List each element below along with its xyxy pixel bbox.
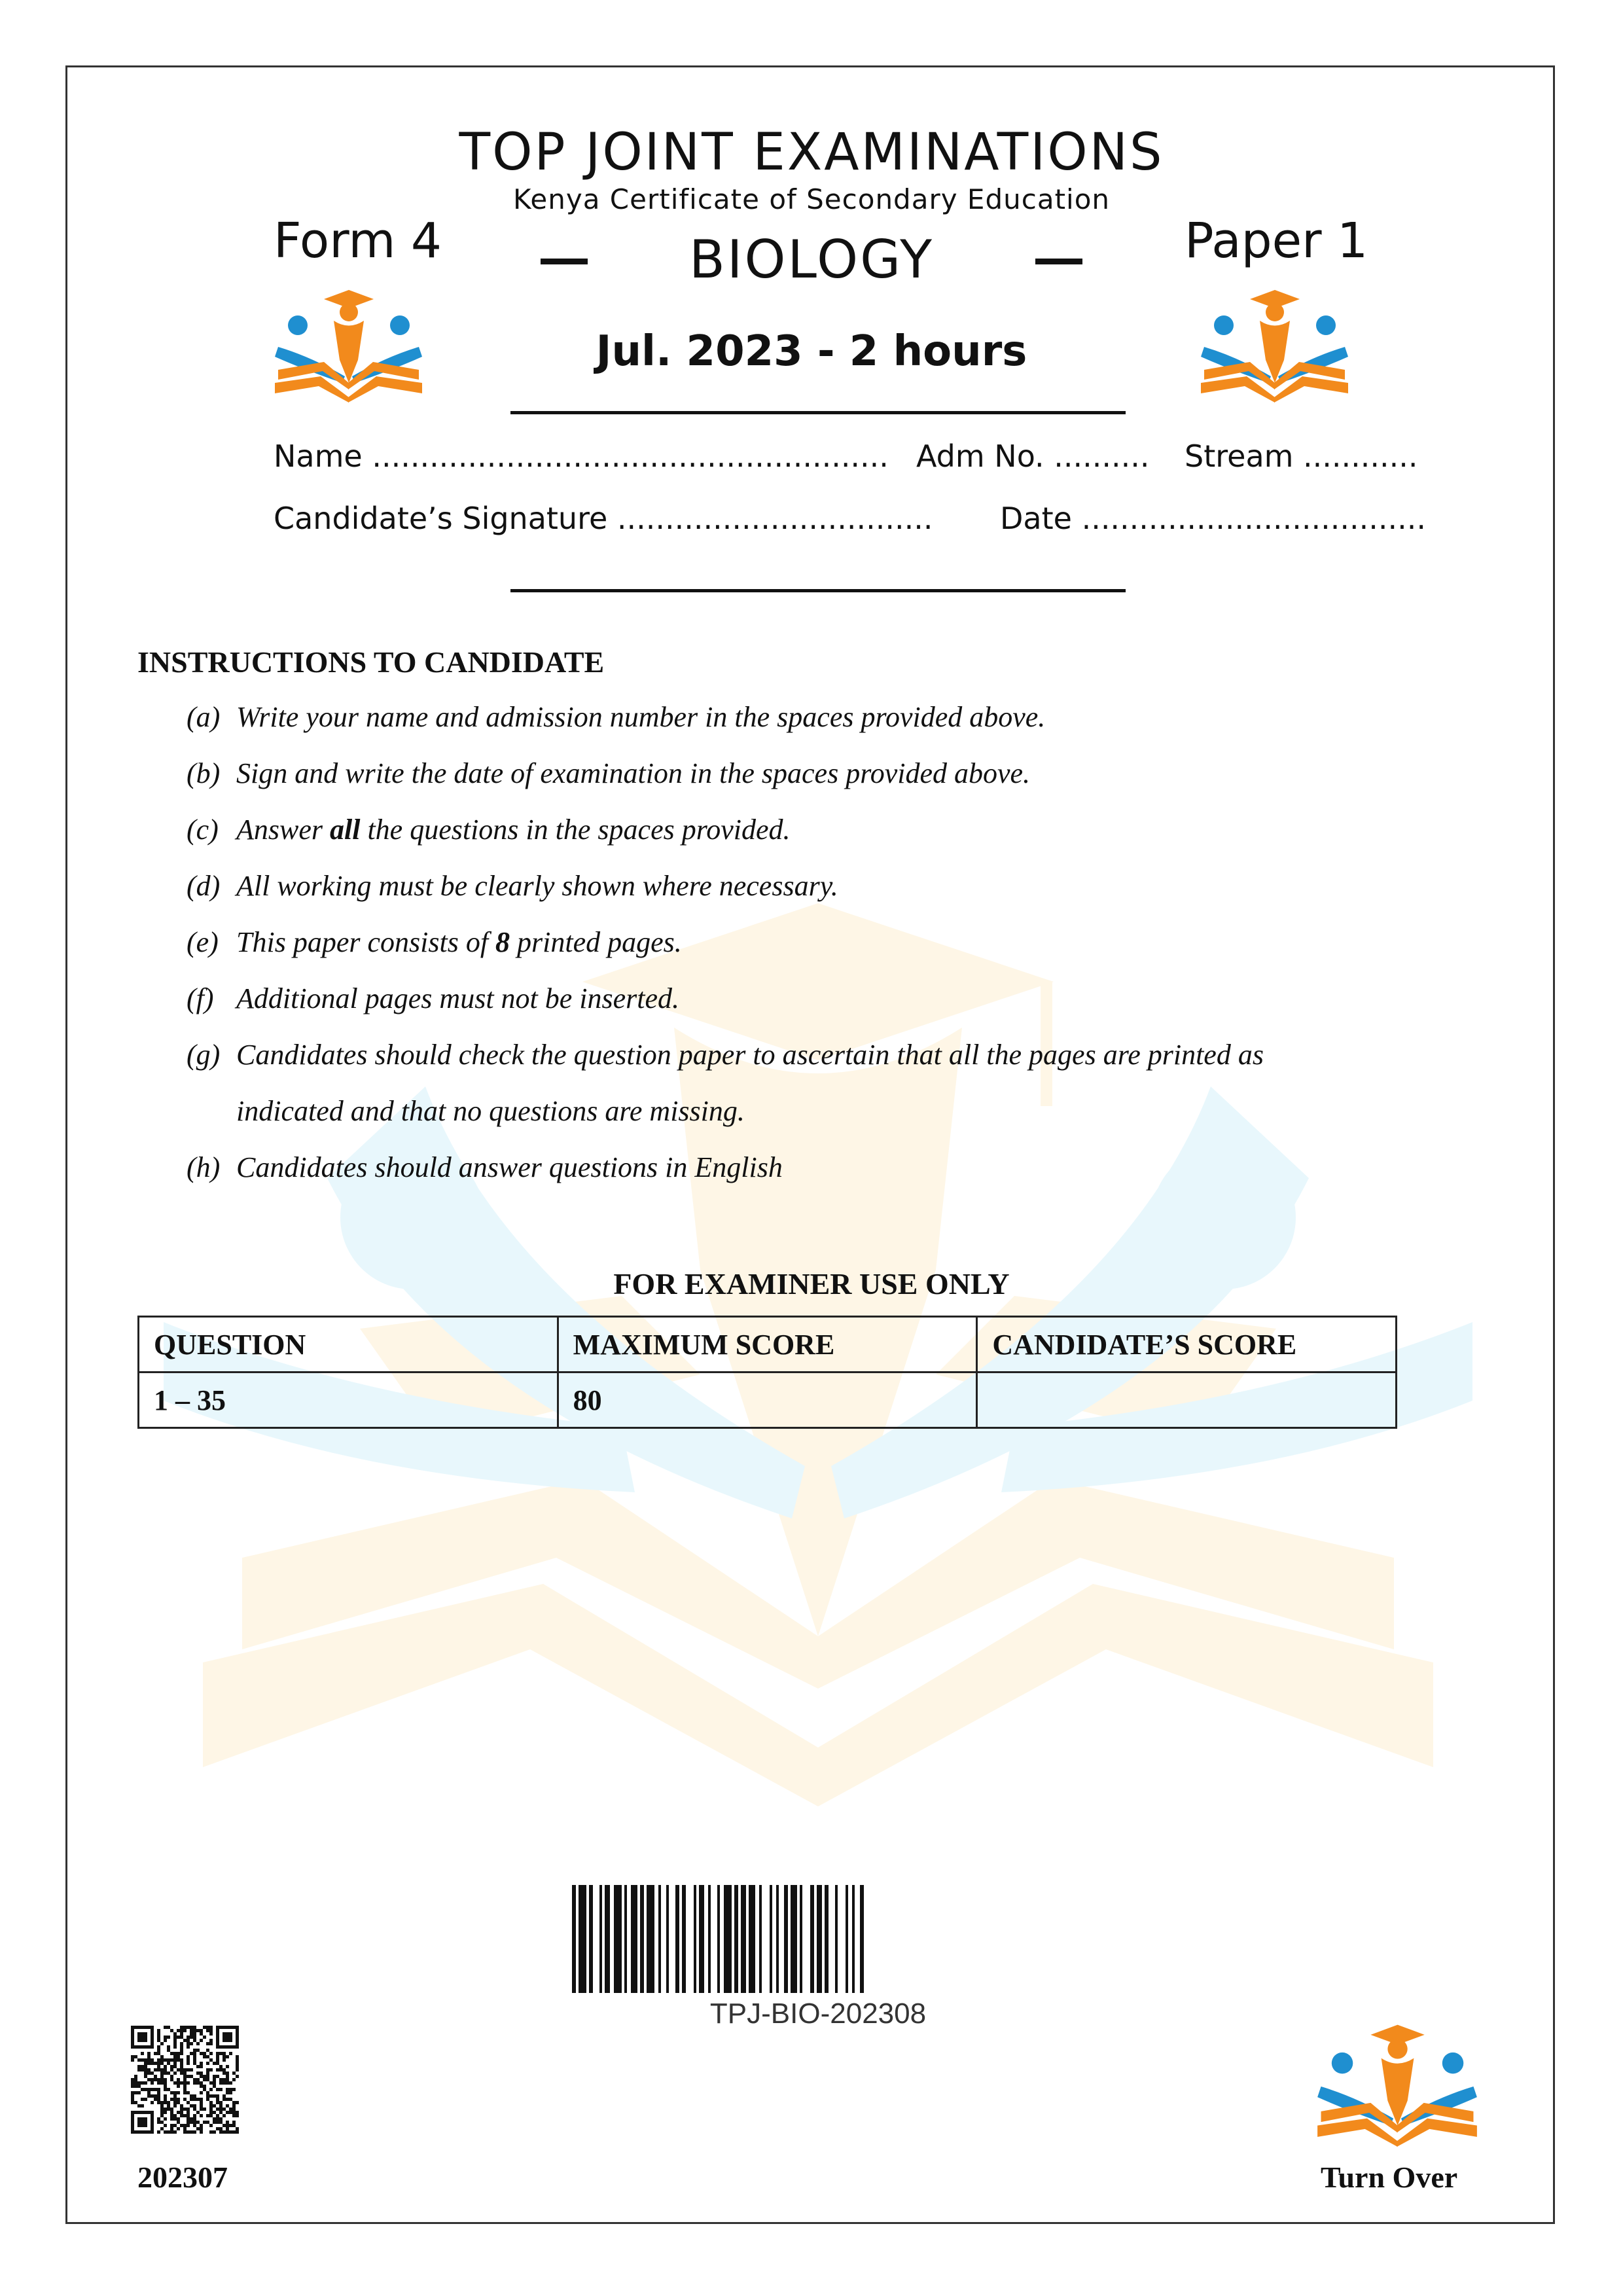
paper-label: Paper 1 (1185, 213, 1368, 269)
examiner-heading: FOR EXAMINER USE ONLY (613, 1267, 1010, 1300)
date-field[interactable]: Date .................................... (1000, 501, 1426, 536)
instruction-item-continued: indicated and that no questions are missing. (236, 1095, 745, 1127)
instruction-item: (a) Write your name and admission number in the spaces provided above. (187, 701, 1046, 733)
adm-no-field[interactable]: Adm No. .......... (916, 439, 1150, 474)
table-row (139, 1372, 1397, 1428)
exam-title: TOP JOINT EXAMINATIONS (459, 123, 1164, 182)
score-table (137, 1316, 1397, 1429)
students-book-logo-icon (1198, 285, 1351, 403)
maximum-score-cell: 80 (558, 1372, 977, 1428)
column-header: QUESTION (139, 1317, 558, 1372)
question-range-cell: 1 – 35 (139, 1372, 558, 1428)
paper-code: 202307 (137, 2161, 228, 2194)
students-book-logo-icon (1312, 2019, 1482, 2147)
header-rule-top (510, 411, 1126, 414)
students-book-logo-icon (272, 285, 425, 403)
stream-field[interactable]: Stream ............ (1185, 439, 1418, 474)
instruction-item: (g) Candidates should check the question paper to ascertain that all the pages are printed as (187, 1039, 1264, 1071)
instruction-item: (f) Additional pages must not be inserted. (187, 982, 680, 1014)
instruction-item: (c) Answer all the questions in the spaces provided. (187, 814, 791, 846)
instructions-heading: INSTRUCTIONS TO CANDIDATE (137, 645, 605, 679)
exam-subtitle: Kenya Certificate of Secondary Education (512, 183, 1111, 215)
instruction-item: (e) This paper consists of 8 printed pages. (187, 926, 682, 958)
barcode-icon (569, 1885, 1067, 1996)
candidate-score-cell[interactable] (977, 1372, 1397, 1428)
instruction-item: (d) All working must be clearly shown where necessary. (187, 870, 838, 902)
subject-title: BIOLOGY (688, 229, 934, 290)
qr-code-icon (131, 2026, 239, 2134)
table-header-row (139, 1317, 1397, 1372)
turn-over-label: Turn Over (1321, 2161, 1458, 2194)
form-label: Form 4 (274, 213, 442, 269)
barcode-text: TPJ-BIO-202308 (709, 1998, 927, 2030)
exam-date-duration: Jul. 2023 - 2 hours (596, 327, 1027, 376)
instruction-item: (b) Sign and write the date of examination in the spaces provided above. (187, 757, 1031, 789)
column-header: CANDIDATE’S SCORE (977, 1317, 1397, 1372)
header-rule-bottom (510, 589, 1126, 592)
signature-field[interactable]: Candidate’s Signature ................................. (274, 501, 933, 536)
name-field[interactable]: Name ...................................................... (274, 439, 889, 474)
instruction-item: (h) Candidates should answer questions in English (187, 1151, 783, 1183)
column-header: MAXIMUM SCORE (558, 1317, 977, 1372)
